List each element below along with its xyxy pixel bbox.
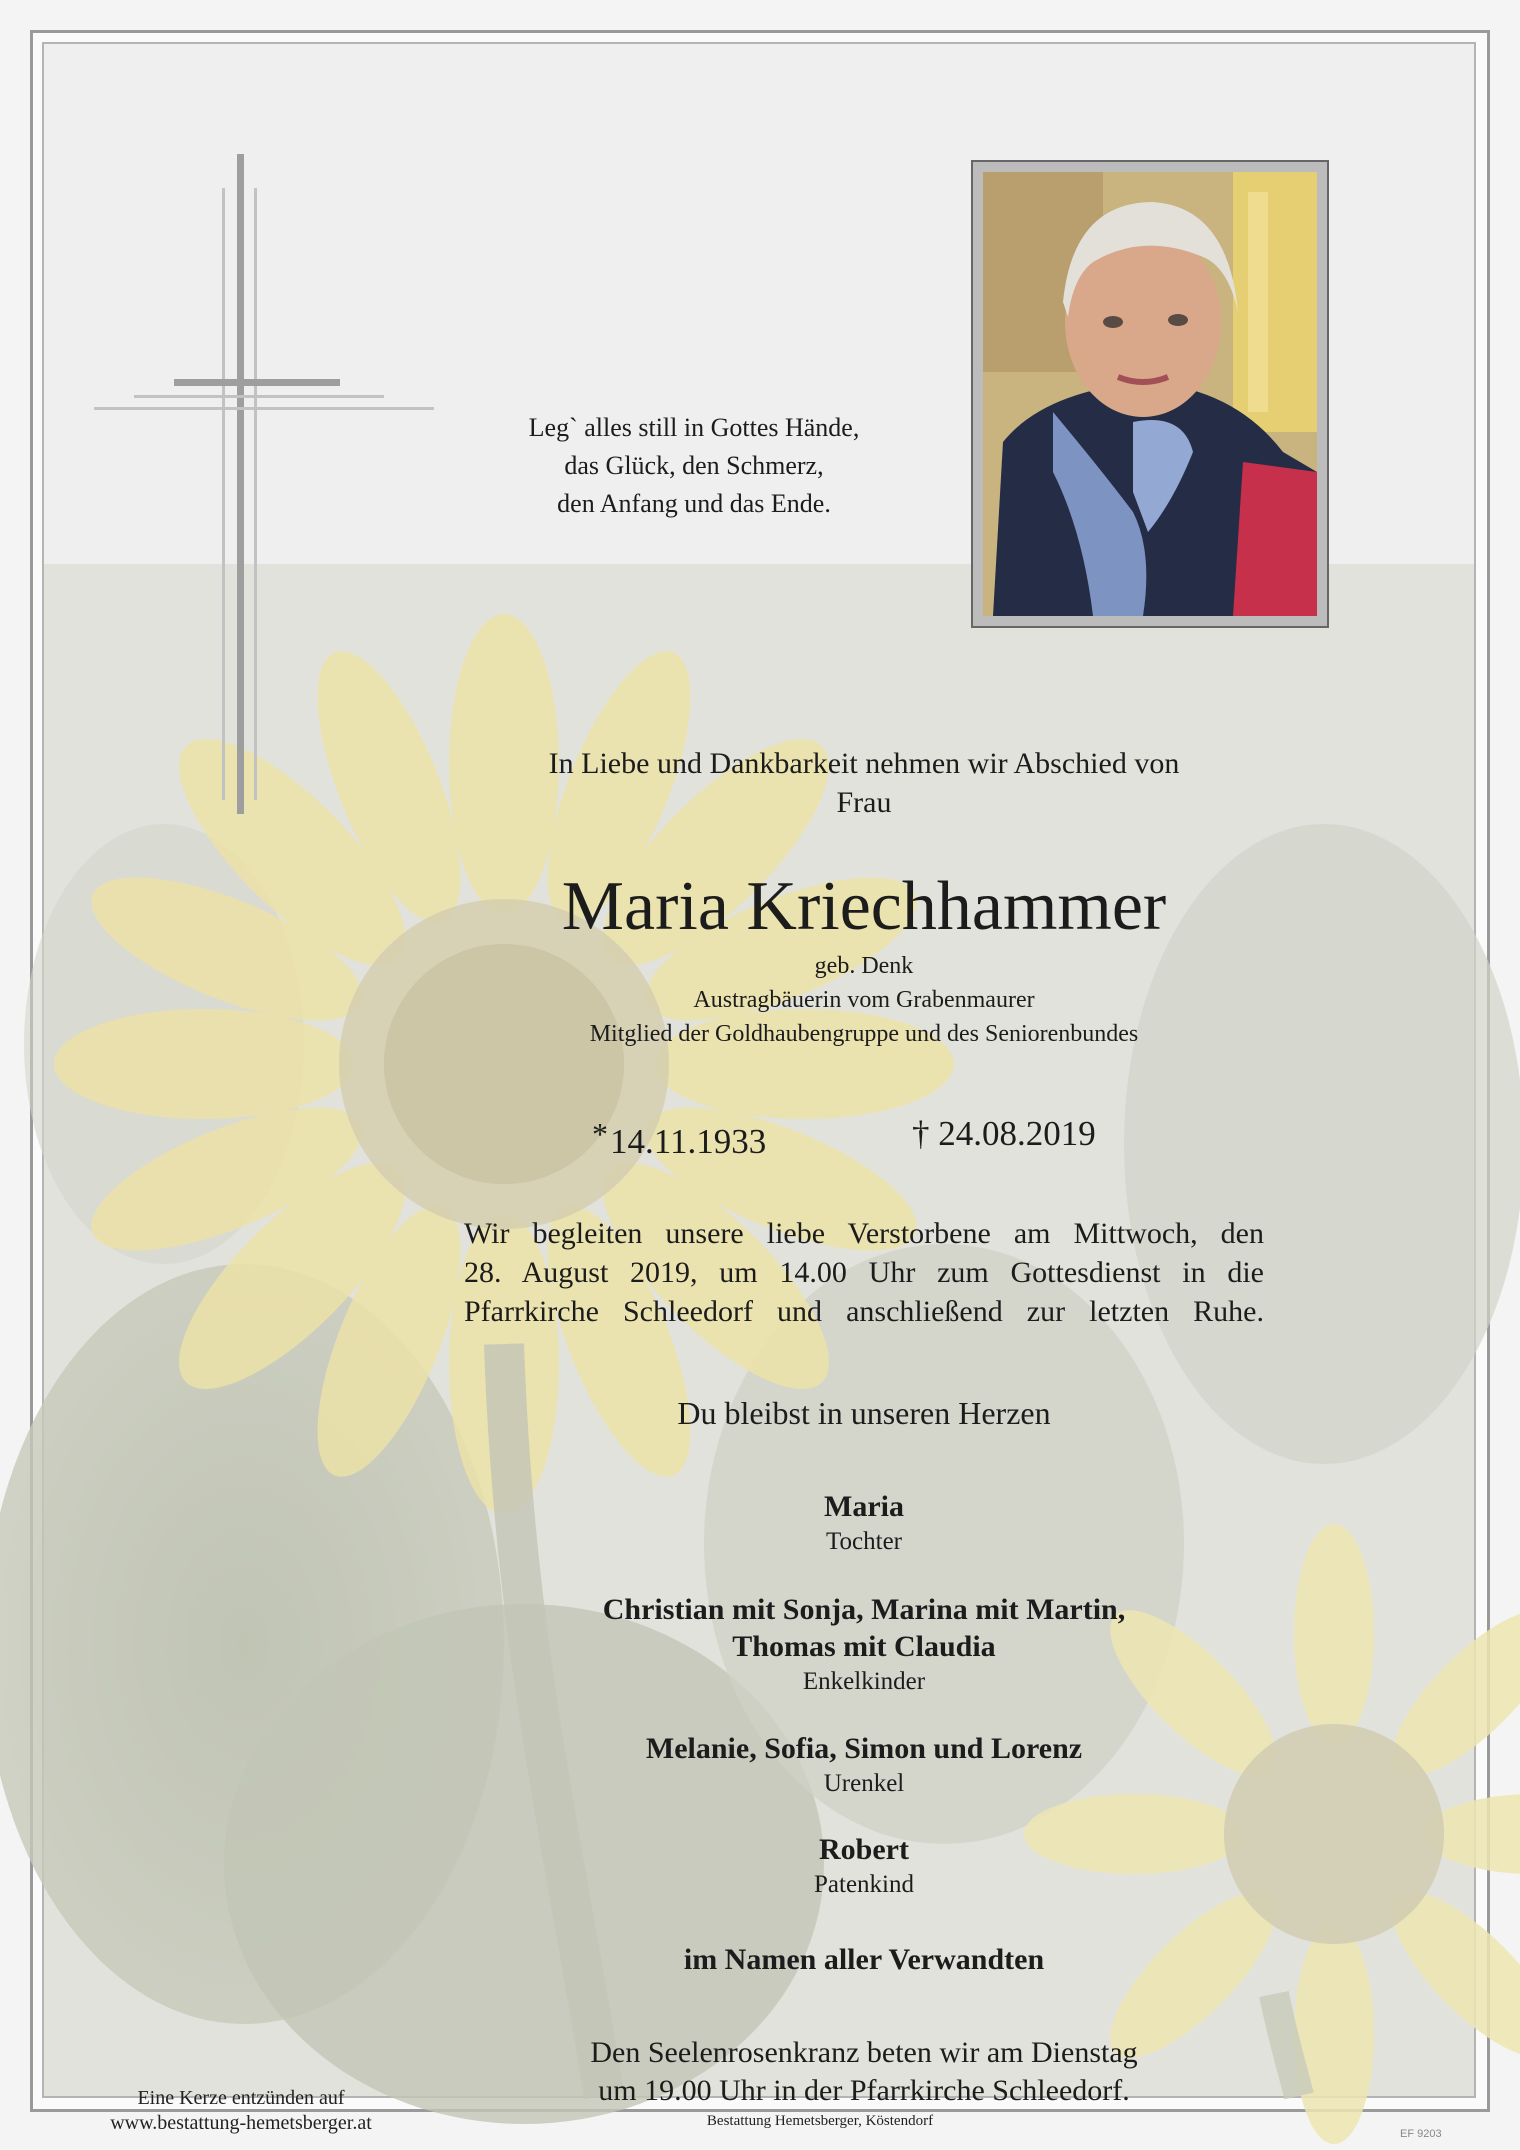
death-cross-icon: †: [912, 1114, 930, 1153]
service-line: Wir begleiten unsere liebe Verstorbene am Mittwoch, den: [464, 1217, 1264, 1250]
mourner-names: Christian mit Sonja, Marina mit Martin,: [602, 1593, 1126, 1626]
death-date-value: 24.08.2019: [938, 1114, 1096, 1153]
occupation: Austragbäuerin vom Grabenmaurer: [693, 987, 1035, 1013]
mourner-names: Maria: [824, 1490, 904, 1523]
closing-line: im Namen aller Verwandten: [683, 1943, 1045, 1976]
rosary-line: um 19.00 Uhr in der Pfarrkirche Schleedorf.: [598, 2074, 1130, 2107]
mourner-role: Enkelkinder: [802, 1668, 926, 1695]
farewell-intro: [444, 744, 1284, 822]
service-line: 28. August 2019, um 14.00 Uhr zum Gottesdienst in die: [464, 1256, 1264, 1289]
mourner-names: Robert: [819, 1833, 909, 1866]
mourner-names: Thomas mit Claudia: [732, 1630, 996, 1663]
candle-note: [86, 2086, 396, 2136]
birth-date: [592, 1109, 766, 1167]
deceased-details: [444, 949, 1284, 1051]
verse-line: das Glück, den Schmerz,: [564, 451, 824, 480]
deceased-name: Maria Kriechhammer: [561, 868, 1167, 945]
verse-line: Leg` alles still in Gottes Hände,: [528, 413, 860, 442]
candle-text: Eine Kerze entzünden auf: [137, 2087, 345, 2109]
rosary-line: Den Seelenrosenkranz beten wir am Dienstag: [590, 2036, 1138, 2069]
verse: [434, 409, 954, 523]
portrait-photo: [983, 172, 1317, 616]
maiden-name: geb. Denk: [814, 953, 914, 979]
mourner-role: Patenkind: [814, 1871, 914, 1898]
rosary-announcement: [464, 2034, 1264, 2110]
funeral-service-text: [464, 1214, 1264, 1331]
birth-star-icon: *: [592, 1116, 608, 1152]
mourner-role: Tochter: [826, 1528, 902, 1555]
mourner-group: [384, 1488, 1344, 1558]
funeral-home-footer: Bestattung Hemetsberger, Köstendorf: [706, 2113, 934, 2129]
cross-icon: [94, 154, 434, 824]
birth-date-value: 14.11.1933: [610, 1122, 767, 1161]
mourner-group: [384, 1730, 1344, 1800]
farewell-intro-title: Frau: [836, 786, 892, 819]
template-code: EF 9203: [1400, 2128, 1442, 2140]
portrait-frame: [971, 160, 1329, 628]
farewell-intro-line: In Liebe und Dankbarkeit nehmen wir Abschied von: [548, 747, 1180, 780]
mourner-group: [384, 1591, 1344, 1698]
service-line: Pfarrkirche Schleedorf und anschließend zur letzten Ruhe.: [464, 1295, 1264, 1328]
motto: Du bleibst in unseren Herzen: [677, 1395, 1051, 1431]
membership: Mitglied der Goldhaubengruppe und des Seniorenbundes: [589, 1021, 1139, 1047]
mourner-role: Urenkel: [823, 1770, 905, 1797]
candle-website-link[interactable]: www.bestattung-hemetsberger.at: [110, 2112, 372, 2134]
death-date: [912, 1109, 1096, 1159]
mourner-group: [384, 1831, 1344, 1901]
mourner-names: Melanie, Sofia, Simon und Lorenz: [645, 1732, 1083, 1765]
verse-line: den Anfang und das Ende.: [557, 489, 831, 518]
